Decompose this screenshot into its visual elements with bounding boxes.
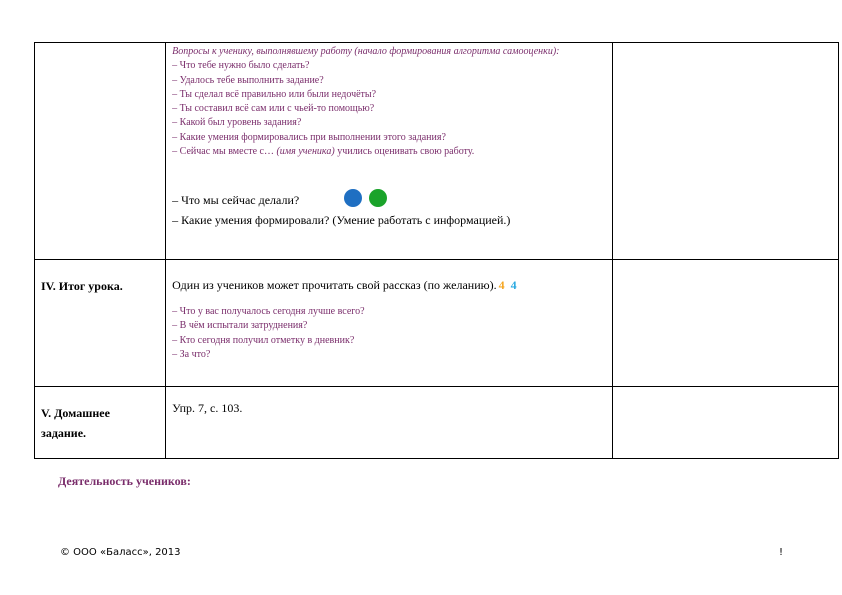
question-item: – За что? — [172, 348, 211, 360]
table-row — [35, 387, 839, 459]
stage-cell — [35, 260, 166, 387]
main-question-text: – Что мы сейчас делали? — [172, 193, 300, 208]
activity-heading: Деятельность учеников: — [58, 474, 191, 488]
table-row — [35, 43, 839, 260]
green-circle-icon — [369, 189, 387, 207]
content-cell — [166, 260, 613, 387]
content-cell — [166, 387, 613, 459]
question-item: – Удалось тебе выполнить задание? — [172, 74, 324, 86]
question-item: – Ты сделал всё правильно или были недочёты? — [172, 88, 377, 100]
question-item: – Что у вас получалось сегодня лучше всего? — [172, 306, 365, 317]
main-question: – Какие умения формировали? (Умение работать с информацией.) — [172, 213, 511, 228]
stage-label: V. Домашнее задание. — [41, 406, 110, 440]
score-number: 4 — [510, 278, 517, 292]
question-item: – Что тебе нужно было сделать? — [172, 60, 310, 72]
page-mark: ! — [779, 547, 784, 558]
question-item: – Какие умения формировались при выполнении этого задания? — [172, 131, 446, 143]
student-name-placeholder: (имя ученика) — [276, 146, 335, 158]
content-cell — [166, 43, 613, 260]
homework-text: Упр. 7, с. 103. — [172, 401, 243, 415]
copyright-footer: © ООО «Баласс», 2013 — [60, 547, 181, 558]
blue-circle-icon — [344, 189, 362, 207]
main-question — [172, 189, 606, 212]
table-row — [35, 260, 839, 387]
question-item-last — [172, 145, 606, 159]
lesson-table — [34, 42, 839, 459]
question-suffix: учились оценивать свою работу. — [334, 146, 475, 158]
question-item: – Какой был уровень задания? — [172, 117, 302, 129]
notes-cell — [612, 387, 838, 459]
stage-cell — [35, 43, 166, 260]
question-item: – Ты составил всё сам или с чьей-то помощью? — [172, 103, 375, 115]
notes-cell — [612, 43, 838, 260]
summary-main: Один из учеников может прочитать свой рассказ (по желанию). — [172, 278, 497, 292]
summary-text — [172, 277, 606, 294]
score-number: 4 — [498, 278, 505, 292]
assessment-circles — [344, 189, 391, 212]
question-item: – Кто сегодня получил отметку в дневник? — [172, 334, 355, 346]
self-assessment-intro: Вопросы к ученику, выполнявшему работу (начало формирования алгоритма самооценки): — [172, 46, 560, 57]
question-prefix: – Сейчас мы вместе с… — [172, 146, 277, 158]
notes-cell — [612, 260, 838, 387]
stage-cell — [35, 387, 166, 459]
question-item: – В чём испытали затруднения? — [172, 320, 308, 332]
stage-label: IV. Итог урока. — [41, 279, 123, 293]
